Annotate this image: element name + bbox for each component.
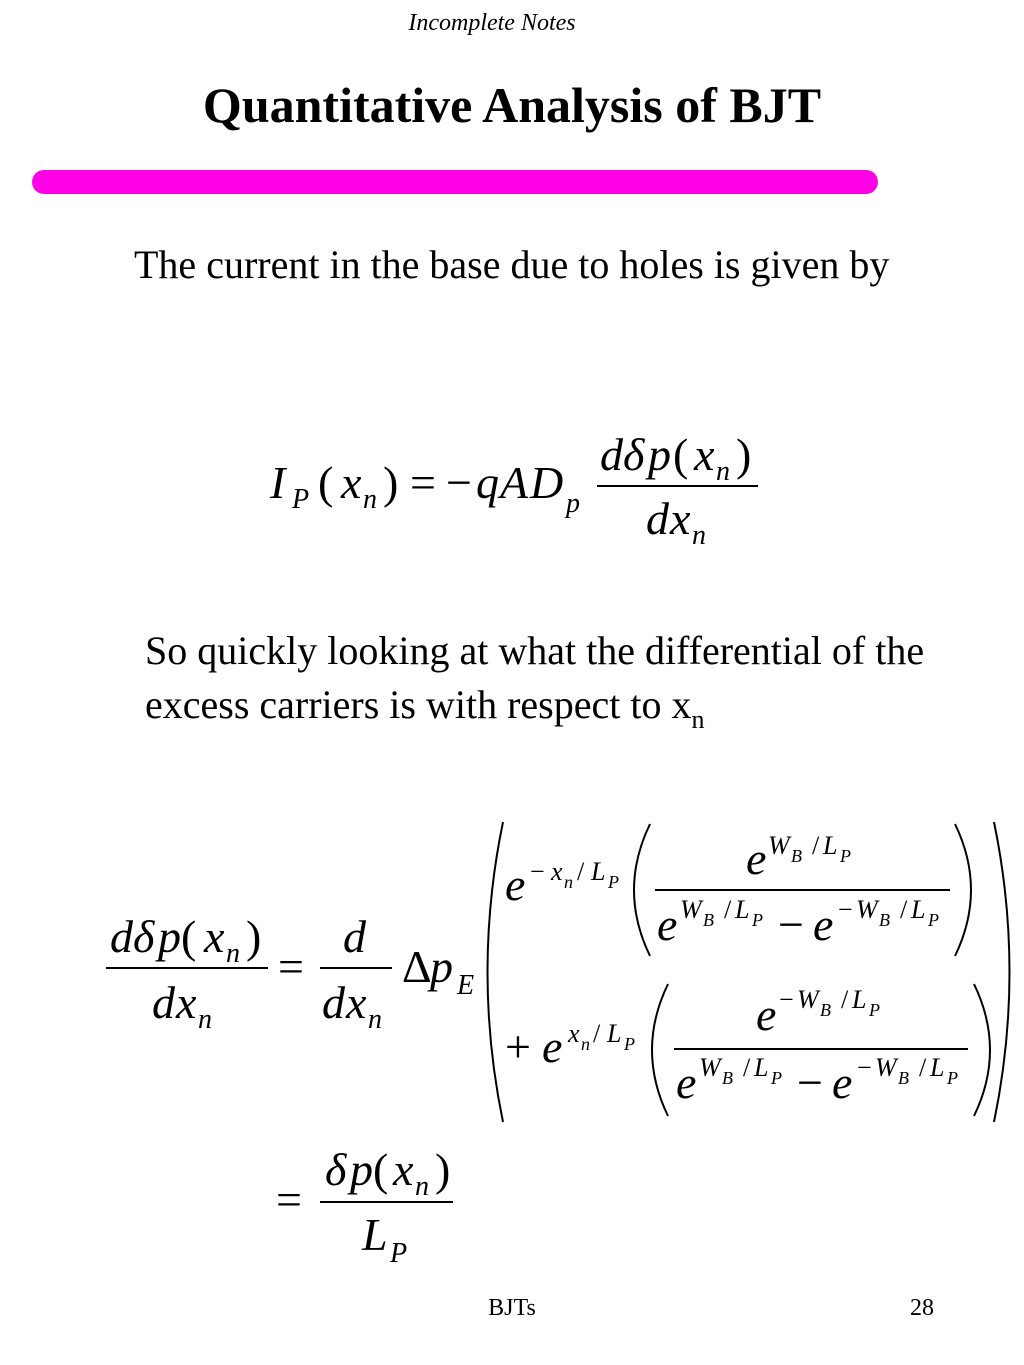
svg-text:d: d — [152, 977, 175, 1028]
derivative-result-equation — [0, 1140, 1024, 1280]
svg-text:d: d — [343, 911, 366, 962]
svg-text:L: L — [930, 1053, 945, 1082]
svg-text:+: + — [505, 1021, 531, 1072]
svg-text:n: n — [363, 484, 377, 515]
svg-text:d: d — [110, 911, 133, 962]
svg-text:P: P — [390, 1238, 408, 1269]
svg-text:L: L — [607, 1019, 622, 1048]
svg-text:e: e — [657, 899, 678, 950]
svg-text:q: q — [476, 457, 499, 508]
svg-text:D: D — [530, 457, 564, 508]
svg-text:e: e — [505, 859, 526, 910]
svg-text:W: W — [797, 985, 819, 1014]
svg-text:x: x — [393, 1144, 414, 1195]
svg-text:−: − — [857, 1053, 872, 1082]
svg-text:/: / — [743, 1053, 751, 1082]
svg-text:P: P — [840, 846, 851, 866]
svg-text:L: L — [911, 895, 926, 924]
svg-text:p: p — [158, 911, 181, 962]
page-number: 28 — [910, 1295, 934, 1321]
svg-text:p: p — [648, 429, 671, 480]
svg-text:−: − — [446, 457, 472, 508]
svg-text:x: x — [568, 1019, 580, 1048]
svg-text:/: / — [919, 1053, 927, 1082]
svg-text:n: n — [415, 1171, 429, 1202]
svg-text:n: n — [564, 872, 573, 892]
svg-text:B: B — [722, 1068, 733, 1088]
svg-text:=: = — [278, 941, 304, 992]
excess-carrier-derivative-equation — [0, 800, 1024, 1130]
svg-text:n: n — [716, 456, 730, 487]
svg-text:p: p — [350, 1144, 373, 1195]
svg-text:L: L — [362, 1209, 388, 1260]
svg-text:P: P — [928, 910, 939, 930]
svg-text:B: B — [879, 910, 890, 930]
svg-text:/: / — [900, 895, 908, 924]
svg-text:/: / — [593, 1019, 601, 1048]
svg-text:L: L — [591, 857, 606, 886]
svg-text:−: − — [530, 857, 545, 886]
svg-text:W: W — [856, 895, 878, 924]
svg-text:B: B — [898, 1068, 909, 1088]
svg-text:/: / — [841, 985, 849, 1014]
svg-text:d: d — [646, 493, 669, 544]
svg-text:p: p — [566, 488, 580, 519]
header-note: Incomplete Notes — [408, 10, 576, 36]
svg-text:B: B — [820, 1000, 831, 1020]
svg-text:P: P — [869, 1000, 880, 1020]
svg-text:/: / — [812, 831, 820, 860]
svg-text:e: e — [542, 1021, 563, 1072]
svg-text:x: x — [176, 977, 197, 1028]
svg-text:e: e — [746, 833, 767, 884]
svg-text:e: e — [832, 1057, 853, 1108]
svg-text:L: L — [823, 831, 838, 860]
svg-text:(: ( — [181, 911, 197, 962]
svg-text:P: P — [752, 910, 763, 930]
svg-text:/: / — [577, 857, 585, 886]
svg-text:n: n — [581, 1034, 590, 1054]
svg-text:B: B — [791, 846, 802, 866]
svg-text:): ) — [383, 457, 399, 508]
svg-text:n: n — [198, 1004, 212, 1035]
title-underline-bar — [32, 170, 878, 194]
svg-text:d: d — [322, 977, 345, 1028]
svg-text:n: n — [226, 938, 240, 969]
svg-text:W: W — [699, 1053, 721, 1082]
svg-text:δ: δ — [325, 1144, 347, 1195]
svg-text:=: = — [410, 457, 436, 508]
footer-section-label: BJTs — [488, 1295, 536, 1321]
svg-text:x: x — [341, 457, 362, 508]
svg-text:P: P — [947, 1068, 958, 1088]
svg-text:L: L — [735, 895, 750, 924]
svg-text:W: W — [680, 895, 702, 924]
svg-text:(: ( — [673, 429, 689, 480]
svg-text:W: W — [768, 831, 790, 860]
base-hole-current-equation — [0, 400, 1024, 580]
svg-text:P: P — [292, 484, 310, 515]
svg-text:n: n — [692, 520, 706, 551]
svg-text:x: x — [204, 911, 225, 962]
svg-text:L: L — [852, 985, 867, 1014]
svg-text:e: e — [756, 989, 777, 1040]
svg-text:(: ( — [373, 1144, 389, 1195]
svg-text:P: P — [608, 872, 619, 892]
svg-text:δ: δ — [623, 429, 645, 480]
svg-text:−: − — [779, 985, 794, 1014]
svg-text:n: n — [368, 1004, 382, 1035]
svg-text:δ: δ — [133, 911, 155, 962]
svg-text:x: x — [346, 977, 367, 1028]
svg-text:d: d — [600, 429, 623, 480]
svg-text:e: e — [813, 899, 834, 950]
svg-text:P: P — [771, 1068, 782, 1088]
svg-text:x: x — [670, 493, 691, 544]
svg-text:Δ: Δ — [402, 941, 432, 992]
svg-text:): ) — [736, 429, 752, 480]
svg-text:x: x — [694, 429, 715, 480]
svg-text:I: I — [270, 457, 286, 508]
differential-paragraph: So quickly looking at what the differential of the excess carriers is with respect to $x_n$ — [145, 628, 925, 734]
slide-title: Quantitative Analysis of BJT — [202, 77, 822, 133]
svg-text:p: p — [430, 941, 453, 992]
svg-text:−: − — [838, 895, 853, 924]
svg-text:P: P — [624, 1034, 635, 1054]
svg-text:): ) — [246, 911, 262, 962]
svg-text:/: / — [724, 895, 732, 924]
intro-paragraph: The current in the base due to holes is given by — [134, 242, 890, 287]
svg-text:L: L — [754, 1053, 769, 1082]
svg-text:−: − — [778, 899, 804, 950]
svg-text:A: A — [500, 457, 529, 508]
svg-text:B: B — [703, 910, 714, 930]
svg-text:−: − — [797, 1057, 823, 1108]
svg-text:x: x — [551, 857, 563, 886]
svg-text:E: E — [457, 970, 475, 1001]
svg-text:): ) — [435, 1144, 451, 1195]
svg-text:e: e — [676, 1057, 697, 1108]
svg-text:=: = — [276, 1174, 302, 1225]
svg-text:W: W — [875, 1053, 897, 1082]
svg-text:(: ( — [318, 457, 334, 508]
